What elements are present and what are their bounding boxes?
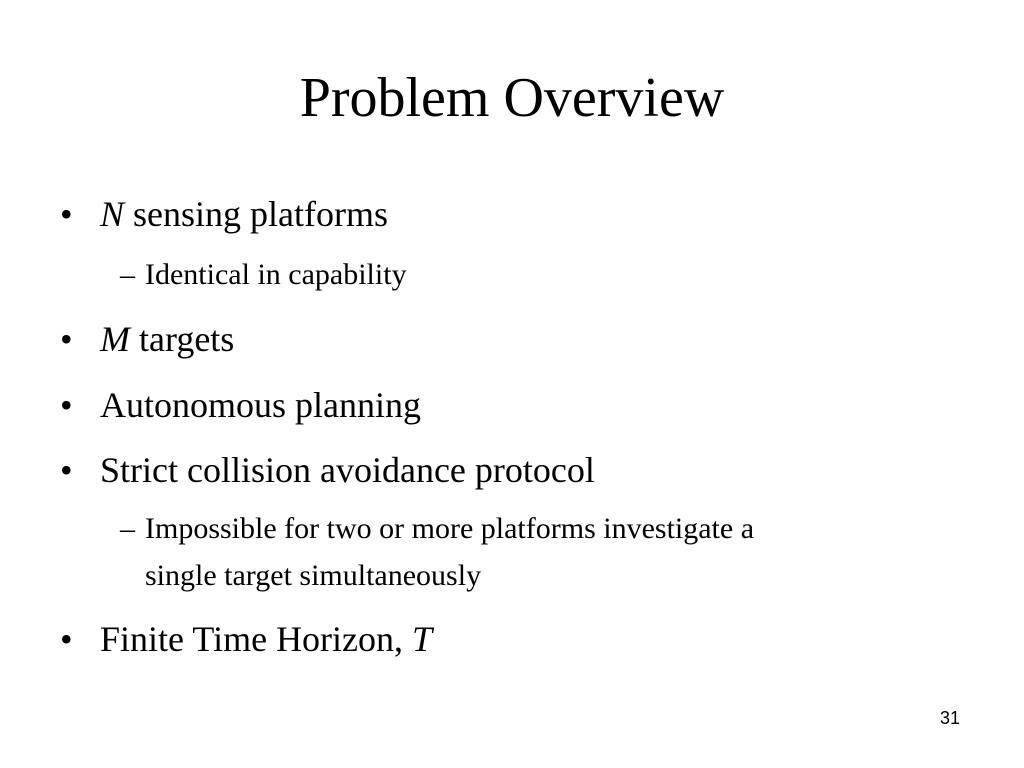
sub-bullet-marker: – bbox=[120, 512, 135, 545]
bullet-label: sensing platforms bbox=[124, 194, 388, 234]
sub-bullet-text-line-1: Impossible for two or more platforms investigate a bbox=[145, 512, 755, 545]
bullet-label: Finite Time Horizon, bbox=[100, 619, 413, 659]
bullet-marker: • bbox=[60, 319, 73, 359]
variable-n: N bbox=[100, 194, 125, 234]
variable-m: M bbox=[100, 319, 130, 359]
bullet-marker: • bbox=[60, 194, 73, 234]
bullet-label: targets bbox=[130, 319, 235, 359]
sub-bullet-text: Identical in capability bbox=[145, 258, 407, 291]
sub-bullet-text-line-2: single target simultaneously bbox=[145, 559, 482, 592]
bullet-marker: • bbox=[60, 385, 73, 425]
variable-t: T bbox=[412, 619, 433, 659]
slide-title: Problem Overview bbox=[299, 67, 725, 129]
sub-bullet-marker: – bbox=[120, 258, 135, 291]
bullet-text bbox=[100, 318, 234, 360]
bullet-marker: • bbox=[60, 619, 73, 659]
bullet-text bbox=[100, 618, 432, 660]
page-number: 31 bbox=[939, 708, 960, 728]
bullet-text: Strict collision avoidance protocol bbox=[100, 450, 595, 490]
bullet-text: Autonomous planning bbox=[100, 385, 421, 425]
bullet-text bbox=[100, 193, 388, 235]
bullet-marker: • bbox=[60, 450, 73, 490]
